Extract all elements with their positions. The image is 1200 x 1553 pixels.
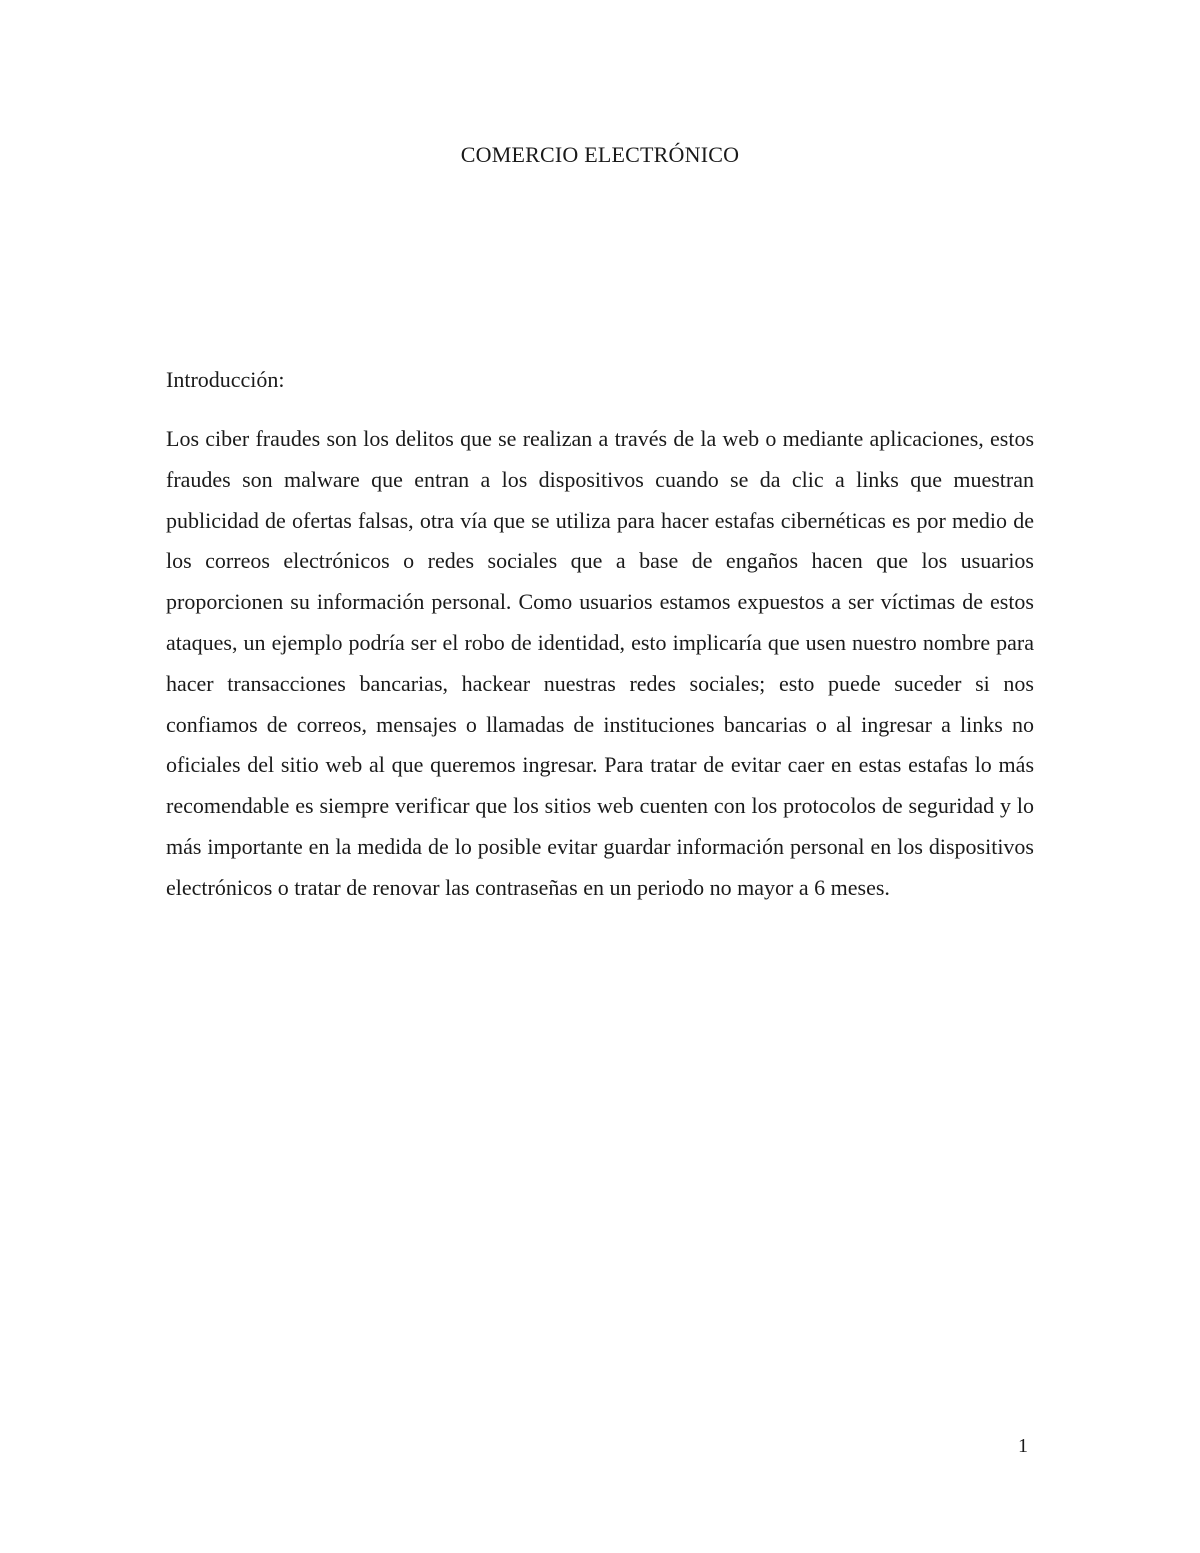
body-paragraph: Los ciber fraudes son los delitos que se realizan a través de la web o mediante aplicaciones, estos fraudes son malware que entran a los dispositivos cuando se da clic a links que muestran publicidad de ofertas falsas, otra vía que se utiliza para hacer estafas cibernéticas es por medio de los correos electrónicos o redes sociales que a base de engaños hacen que los usuarios proporcionen su información personal. Como usuarios estamos expuestos a ser víctimas de estos ataques, un ejemplo podría ser el robo de identidad, esto implicaría que usen nuestro nombre para hacer transacciones bancarias, hackear nuestras redes sociales; esto puede suceder si nos confiamos de correos, mensajes o llamadas de instituciones bancarias o al ingresar a links no oficiales del sitio web al que queremos ingresar. Para tratar de evitar caer en estas estafas lo más recomendable es siempre verificar que los sitios web cuenten con los protocolos de seguridad y lo más importante en la medida de lo posible evitar guardar información personal en los dispositivos electrónicos o tratar de renovar las contraseñas en un periodo no mayor a 6 meses.: [166, 426, 1034, 900]
document-title: COMERCIO ELECTRÓNICO: [460, 142, 740, 167]
page-number: 1: [1018, 1435, 1028, 1457]
section-heading: Introducción:: [166, 367, 285, 392]
